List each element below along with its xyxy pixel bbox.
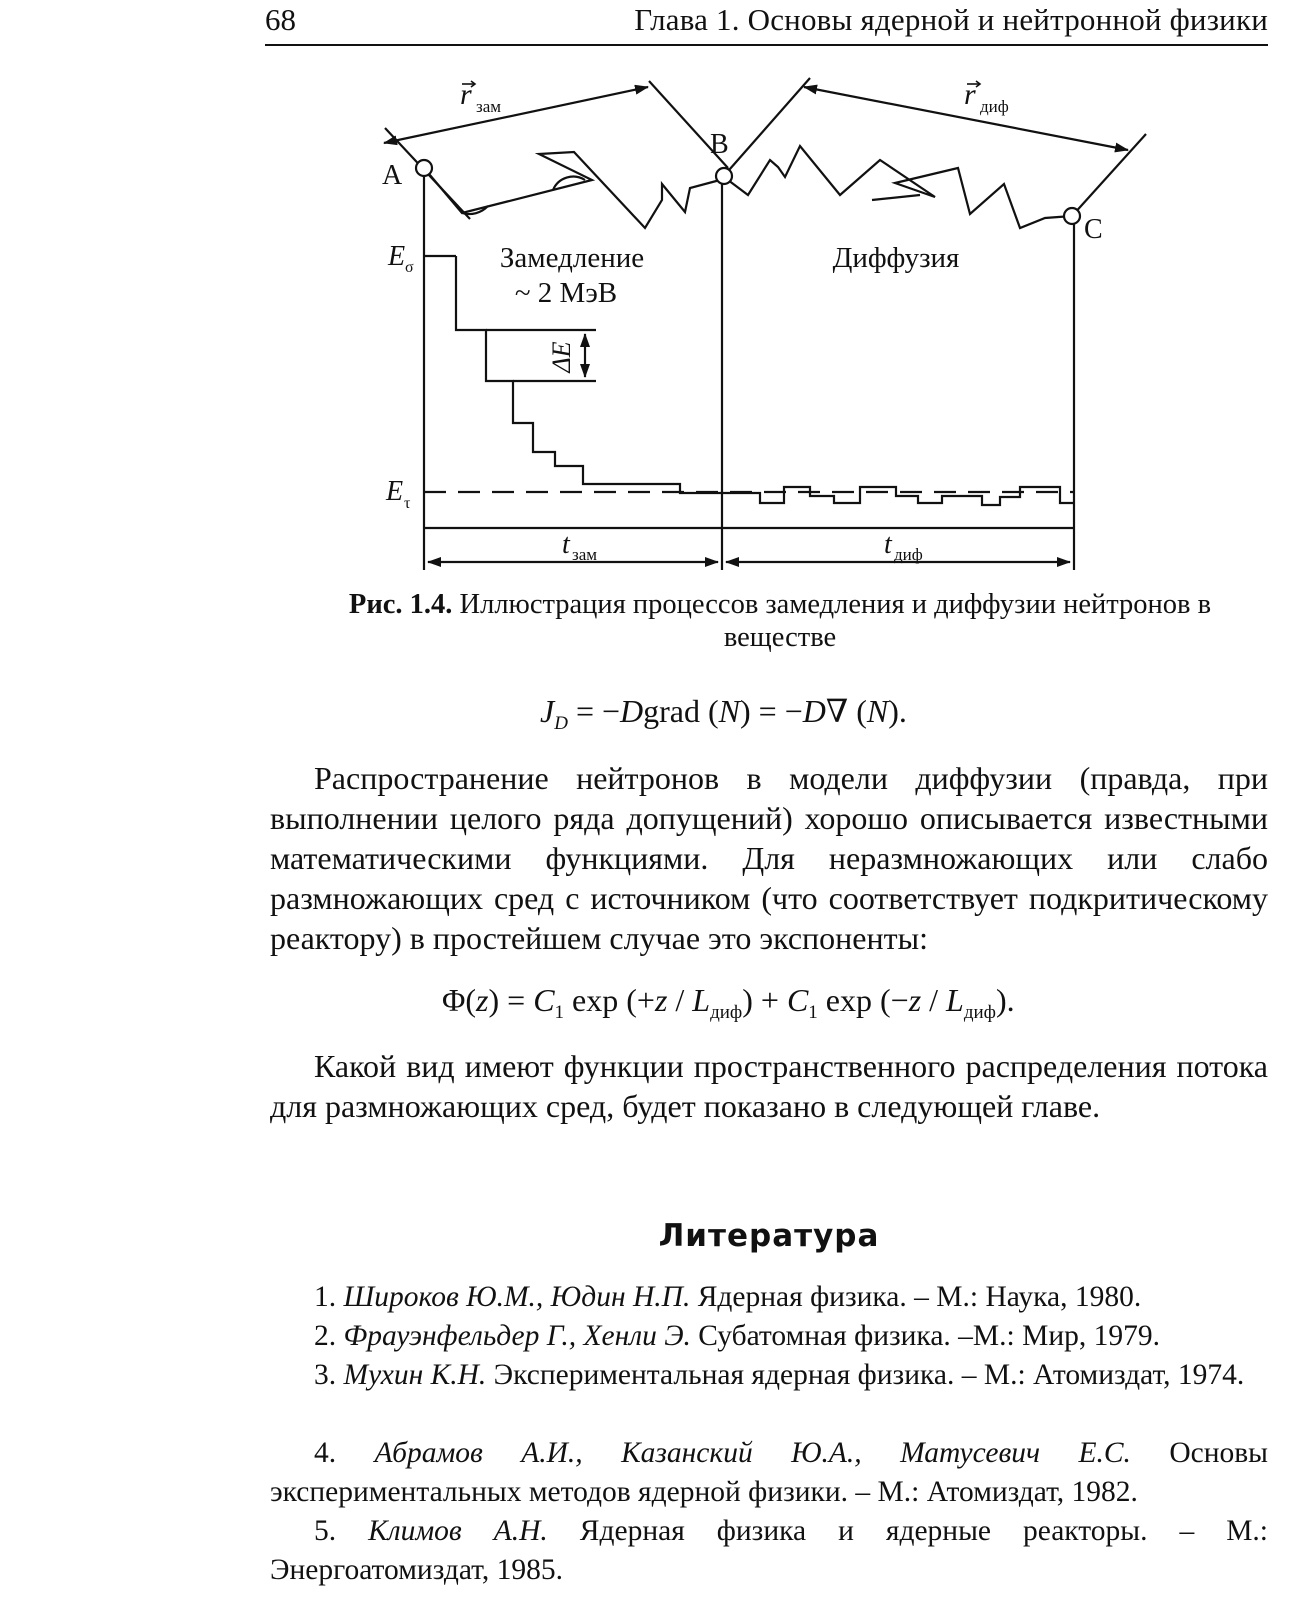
figure-diagram bbox=[0, 0, 1298, 590]
point-a-marker bbox=[416, 160, 432, 176]
reference-item: 4. Абрамов А.И., Казанский Ю.А., Матусевич Е.С. Основы экспериментальных методов ядерной физики. – М.: Атомиздат, 1982. bbox=[270, 1437, 1269, 1508]
references-title: Литература bbox=[658, 1218, 880, 1254]
label-t-dif-sub: диф bbox=[894, 545, 923, 564]
running-head: Глава 1. Основы ядерной и нейтронной физики bbox=[634, 2, 1268, 37]
diffusion-path bbox=[728, 146, 1072, 228]
reference-item: 2. Фрауэнфельдер Г., Хенли Э. Субатомная физика. –М.: Мир, 1979. bbox=[314, 1320, 1160, 1352]
label-e-tau-sub: τ bbox=[404, 495, 411, 512]
point-b-marker bbox=[716, 168, 732, 184]
label-r-dif: r bbox=[964, 78, 976, 111]
label-slowing-energy: ~ 2 МэВ bbox=[514, 277, 618, 309]
label-e-tau: E bbox=[386, 476, 404, 507]
label-point-a: A bbox=[382, 160, 403, 191]
paragraph-next-chapter: Какой вид имеют функции пространственного распределения потока для размножающих сред, будет показано в следующей главе. bbox=[270, 1048, 1268, 1124]
figure-neutron-slowing-diffusion bbox=[0, 0, 1298, 595]
tick-line-b-right bbox=[722, 78, 810, 178]
label-r-zam-sub: зам bbox=[476, 97, 502, 116]
page-number: 68 bbox=[265, 2, 296, 37]
r-zam-arrow bbox=[384, 87, 648, 143]
reference-item: 5. Климов А.Н. Ядерная физика и ядерные реакторы. – М.: Энергоатомиздат, 1985. bbox=[270, 1515, 1268, 1586]
paragraph-diffusion-model: Распространение нейтронов в модели диффузии (правда, при выполнении целого ряда допущений) хорошо описывается известными математическими функциями. Для неразмножающих или слабо размножающих сред с источником (что соответствует подкритическому реактору) в простейшем случае это экспоненты: bbox=[270, 760, 1268, 956]
label-e-sigma: E bbox=[388, 241, 406, 272]
label-point-b: B bbox=[710, 129, 729, 160]
label-e-sigma-sub: σ bbox=[405, 259, 414, 276]
label-slowing: Замедление bbox=[499, 242, 645, 274]
diffusion-energy-line bbox=[722, 487, 1074, 505]
label-t-zam-sub: зам bbox=[572, 545, 598, 564]
label-t-dif: t bbox=[884, 529, 892, 560]
reference-item: 1. Широков Ю.М., Юдин Н.П. Ядерная физика. – М.: Наука, 1980. bbox=[314, 1281, 1142, 1313]
formula-flux-exponent: $\Phi(z) = C_1$ $\exp (+z / L_{диф}) + C_1$ $\exp (-z / L_{диф})$. bbox=[442, 982, 1015, 1023]
label-diffusion: Диффузия bbox=[832, 242, 960, 274]
label-delta-e: ΔE bbox=[547, 341, 576, 373]
caption-label: Рис. 1.4. bbox=[348, 589, 453, 620]
point-c-marker bbox=[1064, 208, 1080, 224]
reference-item: 3. Мухин К.Н. Экспериментальная ядерная физика. – М.: Атомиздат, 1974. bbox=[314, 1359, 1245, 1391]
caption-text: Иллюстрация процессов замедления и диффузии нейтронов в веществе bbox=[459, 589, 1212, 653]
formula-diffusion-current: $J_D$ = −Dgrad (N) = −D∇ (N). bbox=[540, 693, 907, 734]
label-r-dif-sub: диф bbox=[980, 97, 1009, 116]
diffusion-seg bbox=[872, 195, 920, 200]
label-t-zam: t bbox=[562, 529, 570, 560]
label-r-zam: r bbox=[460, 78, 472, 111]
figure-caption bbox=[330, 588, 1230, 654]
label-point-c: C bbox=[1084, 214, 1103, 245]
